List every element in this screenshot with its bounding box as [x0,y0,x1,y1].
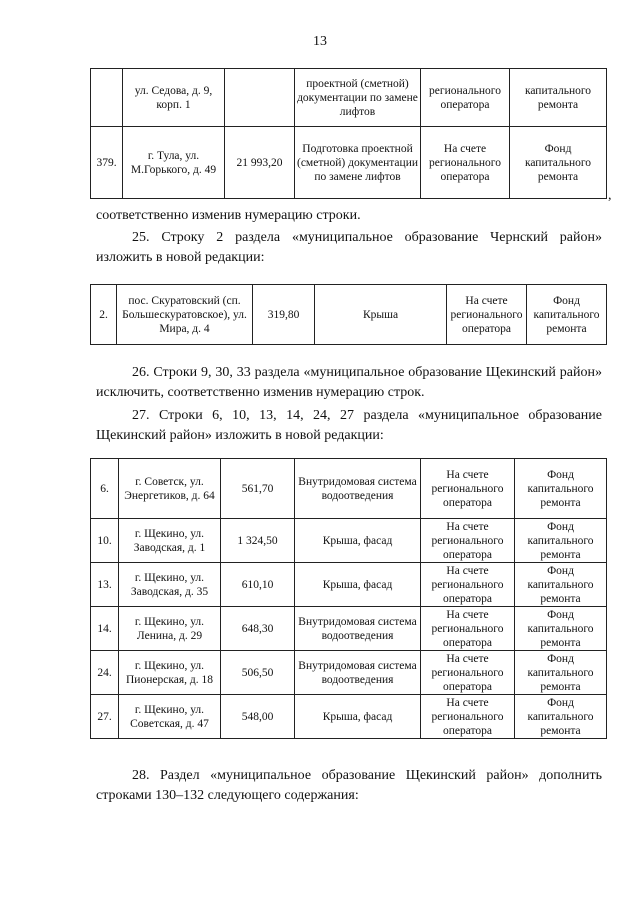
cell-cost: 21 993,20 [225,127,295,199]
page-number: 13 [313,34,327,49]
paragraph-26: 26. Строки 9, 30, 33 раздела «муниципальное образование Щекинский район» исключить, соответственно изменив нумерацию строк. [96,365,602,400]
cell-work: Крыша, фасад [295,519,421,563]
cell-address: г. Щекино, ул. Заводская, д. 35 [119,563,221,607]
table-chernsky [90,284,607,345]
cell-fund: Фонд капитального ремонта [515,607,607,651]
cell-address: г. Щекино, ул. Ленина, д. 29 [119,607,221,651]
paragraph-renumber: соответственно изменив нумерацию строки. [96,208,361,223]
table3-body [91,459,607,739]
cell-fund: Фонд капитального ремонта [515,563,607,607]
table-row [91,459,607,519]
cell-fund: Фонд капитального ремонта [515,459,607,519]
table-row [91,695,607,739]
table-row [91,563,607,607]
cell-cost [225,69,295,127]
cell-num: 379. [91,127,123,199]
paragraph-25: 25. Строку 2 раздела «муниципальное образование Чернский район» изложить в новой редакции: [96,230,602,265]
cell-address: г. Тула, ул. М.Горького, д. 49 [123,127,225,199]
cell-account: На счете регионального оператора [421,651,515,695]
cell-num: 10. [91,519,119,563]
table-row [91,69,607,127]
cell-num [91,69,123,127]
cell-cost: 1 324,50 [221,519,295,563]
table-row [91,285,607,345]
table-continuation [90,68,607,199]
cell-address: г. Щекино, ул. Заводская, д. 1 [119,519,221,563]
cell-num: 2. [91,285,117,345]
cell-account: На счете регионального оператора [447,285,527,345]
cell-num: 24. [91,651,119,695]
cell-num: 6. [91,459,119,519]
cell-account: На счете регионального оператора [421,459,515,519]
table-row [91,607,607,651]
table2-body [91,285,607,345]
cell-fund: Фонд капитального ремонта [515,651,607,695]
table-row [91,519,607,563]
cell-num: 14. [91,607,119,651]
cell-cost: 319,80 [253,285,315,345]
cell-cost: 548,00 [221,695,295,739]
paragraph-27: 27. Строки 6, 10, 13, 14, 24, 27 раздела «муниципальное образование Щекинский район» изложить в новой редакции: [96,408,602,443]
cell-account: На счете регионального оператора [421,607,515,651]
trailing-comma: , [608,188,612,203]
cell-work: Внутридомовая система водоотведения [295,459,421,519]
cell-work: Крыша [315,285,447,345]
cell-address: г. Советск, ул. Энергетиков, д. 64 [119,459,221,519]
cell-address: г. Щекино, ул. Советская, д. 47 [119,695,221,739]
cell-fund: Фонд капитального ремонта [510,127,607,199]
cell-work: Крыша, фасад [295,695,421,739]
cell-num: 27. [91,695,119,739]
cell-fund: капитального ремонта [510,69,607,127]
cell-cost: 561,70 [221,459,295,519]
cell-num: 13. [91,563,119,607]
cell-account: На счете регионального оператора [421,519,515,563]
cell-account: На счете регионального оператора [421,695,515,739]
cell-account: регионального оператора [421,69,510,127]
table1-body [91,69,607,199]
table-shchekino [90,458,607,739]
cell-fund: Фонд капитального ремонта [527,285,607,345]
cell-work: Внутридомовая система водоотведения [295,651,421,695]
cell-fund: Фонд капитального ремонта [515,519,607,563]
cell-work: Внутридомовая система водоотведения [295,607,421,651]
cell-cost: 610,10 [221,563,295,607]
table-row [91,127,607,199]
cell-work: Крыша, фасад [295,563,421,607]
cell-account: На счете регионального оператора [421,563,515,607]
cell-address: г. Щекино, ул. Пионерская, д. 18 [119,651,221,695]
cell-cost: 648,30 [221,607,295,651]
cell-work: Подготовка проектной (сметной) документации по замене лифтов [295,127,421,199]
cell-cost: 506,50 [221,651,295,695]
cell-address: ул. Седова, д. 9, корп. 1 [123,69,225,127]
cell-account: На счете регионального оператора [421,127,510,199]
table-row [91,651,607,695]
paragraph-28: 28. Раздел «муниципальное образование Щекинский район» дополнить строками 130–132 следующего содержания: [96,768,602,803]
cell-fund: Фонд капитального ремонта [515,695,607,739]
cell-work: проектной (сметной) документации по замене лифтов [295,69,421,127]
cell-address: пос. Скуратовский (сп. Большескуратовское), ул. Мира, д. 4 [117,285,253,345]
